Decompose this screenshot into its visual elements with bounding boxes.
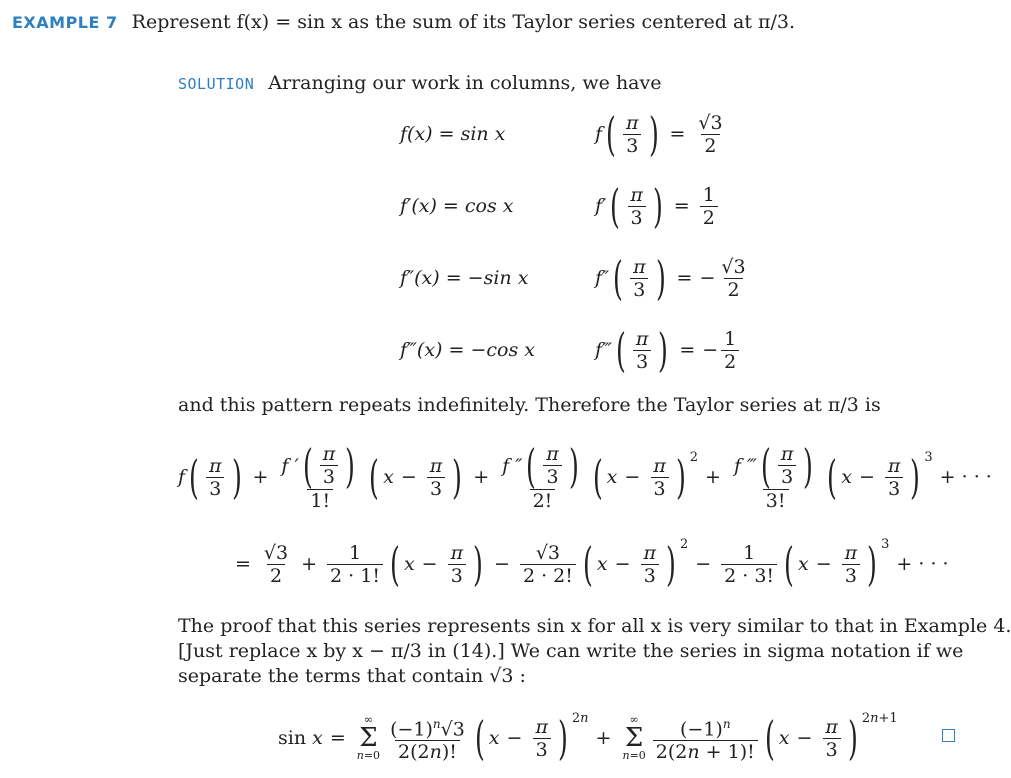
value-sign: − (699, 267, 716, 289)
value-numerator: 1 (724, 327, 737, 350)
qed-box-icon (942, 729, 955, 742)
sigma-formula: sin x = ∞ Σ n=0 $\frac{(-1)^n√3}{2(2n)!}$ ( x − $\frac{\pi}{3}$ ) 2n + ∞ Σ n=0 $\frac{(-1)^n}{2(2n + 1)!}$ ( x − $\frac{\pi}{3}$ ) 2n+1 (278, 711, 898, 765)
example-statement: Represent f(x) = sin x as the sum of its Taylor series centered at π/3. (131, 11, 796, 33)
derivative-table (400, 105, 760, 379)
derivative-symbol: f‴ (595, 339, 612, 361)
derivative-left: f″(x) = −sin x (400, 267, 529, 289)
derivative-row: f(x) = sin x f ( $\frac{\pi}{3}$ ) = $\frac{√3}{2}$ (400, 105, 760, 163)
derivative-symbol: f″ (595, 267, 610, 289)
value-denominator: 2 (721, 350, 739, 373)
proof-paragraph-line-3: separate the terms that contain √3 : (178, 665, 526, 687)
proof-paragraph-line-2: [Just replace x by x − π/3 in (14).] We can write the series in sigma notation if we (178, 640, 964, 662)
solution-intro (178, 71, 661, 96)
value-numerator: √3 (721, 255, 746, 278)
value-denominator: 2 (701, 134, 719, 157)
derivative-row: f′(x) = cos x f′ ( $\frac{\pi}{3}$ ) = $\frac{1}{2}$ (400, 177, 760, 235)
value-denominator: 2 (700, 206, 718, 229)
derivative-left: f‴(x) = −cos x (400, 339, 535, 361)
example-label: EXAMPLE 7 (12, 13, 118, 32)
value-denominator: 2 (724, 278, 742, 301)
solution-intro-text: Arranging our work in columns, we have (268, 72, 662, 94)
value-numerator: √3 (698, 111, 723, 134)
taylor-series-line-2: = $\frac{√3}{2}$ + $\frac{1}{2 \cdot 1!}$ ( x − $\frac{\pi}{3}$ ) − $\frac{√3}{2 \cdot 2!}$ ( x − $\frac{\pi}{3}$ ) 2 − $\frac{1}{2 \cdot 3!}$ ( x − $\frac{\pi}{3}$ ) 3 + · · · (235, 537, 949, 591)
example-header (12, 10, 795, 35)
proof-paragraph-line-1: The proof that this series represents sin x for all x is very similar to that in Example 4. (178, 615, 1011, 637)
derivative-row: f″(x) = −sin x f″ ( $\frac{\pi}{3}$ ) = − $\frac{√3}{2}$ (400, 249, 760, 307)
value-numerator: 1 (702, 183, 715, 206)
derivative-symbol: f (595, 123, 603, 145)
value-sign: − (702, 339, 719, 361)
derivative-left: f′(x) = cos x (400, 195, 514, 217)
solution-label: SOLUTION (178, 75, 255, 93)
taylor-series-line-1: f ( $\frac{\pi}{3}$ ) + f ′ ( $\frac{\pi}{3}$ ) 1! ( x − $\frac{\pi}{3}$ ) + f ″ ( $\frac{\pi}{3}$ ) 2! ( x − $\frac{\pi}{3}$ ) 2 + f ‴ ( $\frac{\pi}{3}$ ) 3! ( x − $\frac{\pi}{3}$ ) 3 + · · · (178, 438, 992, 512)
pattern-sentence: and this pattern repeats indefinitely. Therefore the Taylor series at π/3 is (178, 394, 881, 416)
derivative-row: f‴(x) = −cos x f‴ ( $\frac{\pi}{3}$ ) = − $\frac{1}{2}$ (400, 321, 760, 379)
derivative-symbol: f′ (595, 195, 607, 217)
derivative-left: f(x) = sin x (400, 123, 506, 145)
